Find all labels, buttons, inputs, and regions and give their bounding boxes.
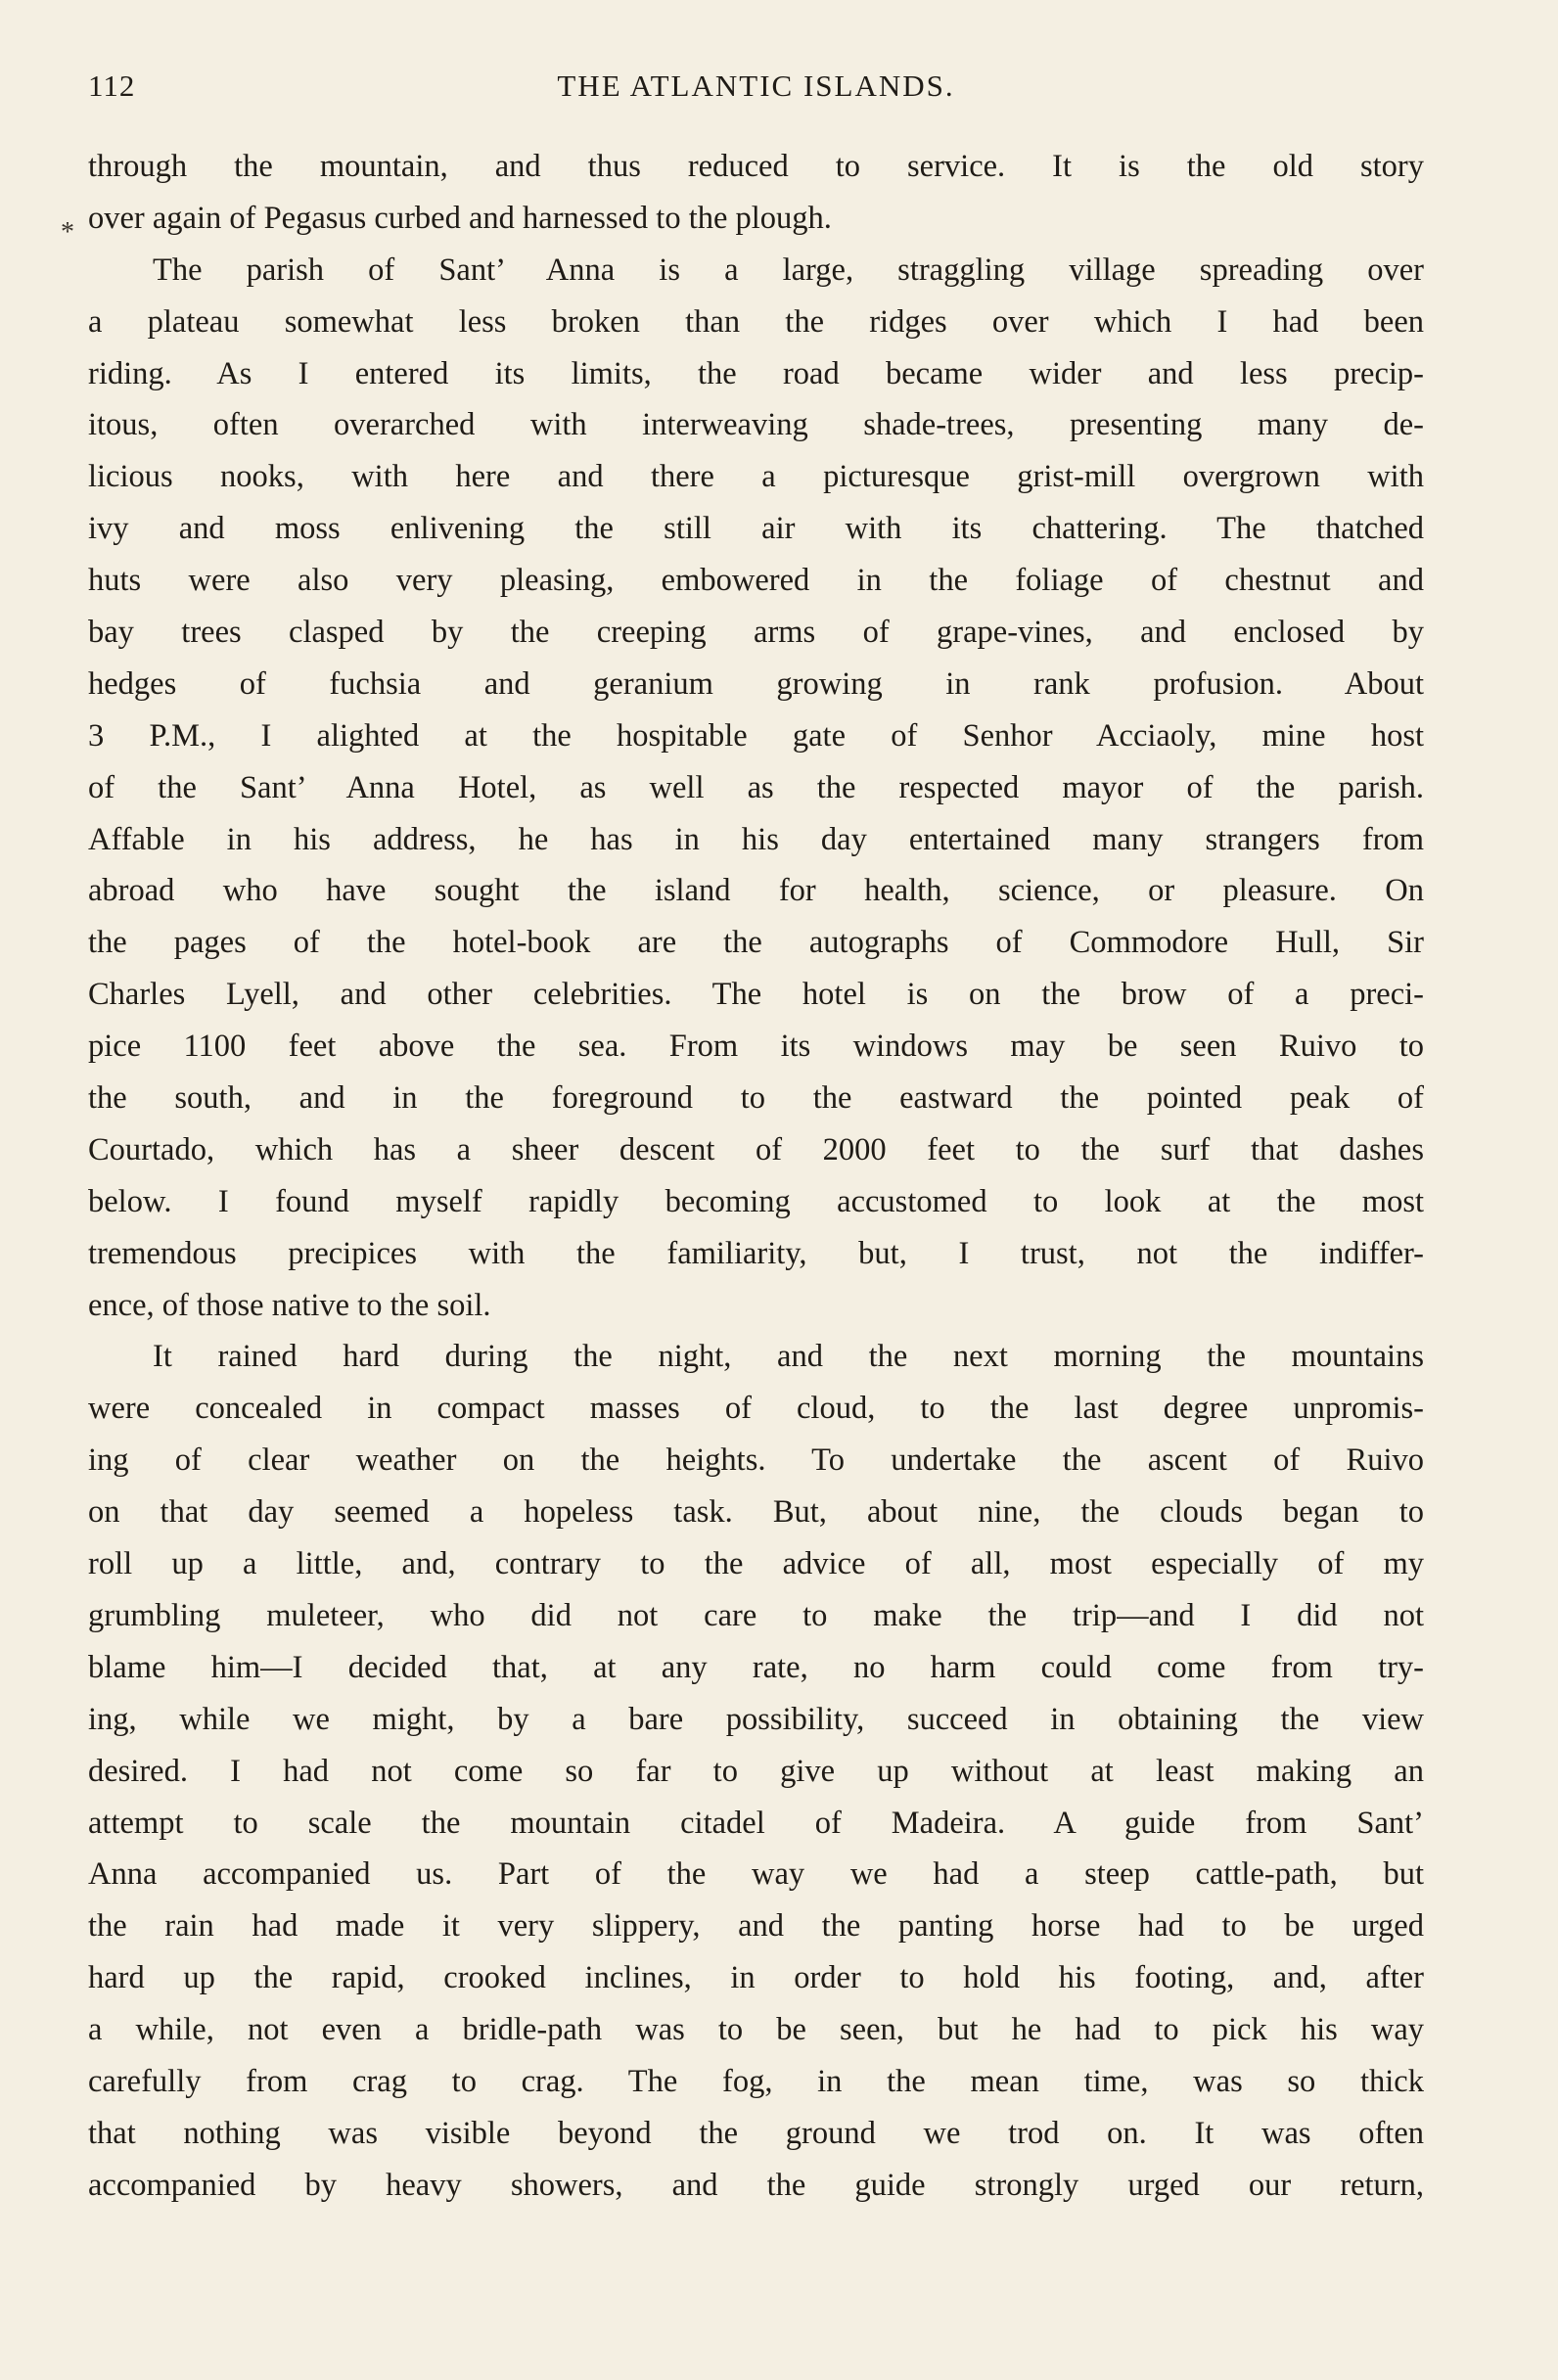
text-line: abroad who have sought the island for health, science, or pleasure. On	[88, 873, 1424, 909]
text-line: pice 1100 feet above the sea. From its windows may be seen Ruivo to	[88, 1029, 1424, 1065]
body-text	[88, 141, 1424, 2212]
text-line: Affable in his address, he has in his day entertained many strangers from	[88, 821, 1424, 857]
text-line: bay trees clasped by the creeping arms of grape-vines, and enclosed by	[88, 615, 1424, 651]
text-line: ivy and moss enlivening the still air with its chattering. The thatched	[88, 511, 1424, 547]
text-line: a plateau somewhat less broken than the ridges over which I had been	[88, 303, 1424, 340]
text-line: the south, and in the foreground to the eastward the pointed peak of	[88, 1080, 1424, 1117]
text-line: desired. I had not come so far to give up without at least making an	[88, 1753, 1424, 1789]
text-line: the pages of the hotel-book are the autographs of Commodore Hull, Sir	[88, 925, 1424, 961]
text-line: Courtado, which has a sheer descent of 2000 feet to the surf that dashes	[88, 1131, 1424, 1167]
text-line: over again of Pegasus curbed and harnessed to the plough.	[88, 200, 832, 236]
text-line: Charles Lyell, and other celebrities. The hotel is on the brow of a preci-	[88, 977, 1424, 1013]
text-line: itous, often overarched with interweaving shade-trees, presenting many de-	[88, 407, 1424, 443]
text-line: on that day seemed a hopeless task. But, about nine, the clouds began to	[88, 1494, 1424, 1531]
text-line: tremendous precipices with the familiarity, but, I trust, not the indiffer-	[88, 1235, 1424, 1271]
text-line: hedges of fuchsia and geranium growing in rank profusion. About	[88, 665, 1424, 702]
margin-asterisk-mark: *	[61, 217, 74, 248]
text-line: below. I found myself rapidly becoming accustomed to look at the most	[88, 1183, 1424, 1219]
text-line: Anna accompanied us. Part of the way we had a steep cattle-path, but	[88, 1856, 1424, 1893]
text-line: were concealed in compact masses of cloud, to the last degree unpromis-	[88, 1391, 1424, 1427]
text-line: attempt to scale the mountain citadel of Madeira. A guide from Sant’	[88, 1805, 1424, 1841]
text-line: a while, not even a bridle-path was to be seen, but he had to pick his way	[88, 2012, 1424, 2048]
text-line: hard up the rapid, crooked inclines, in order to hold his footing, and, after	[88, 1960, 1424, 1996]
text-line: It rained hard during the night, and the next morning the mountains	[153, 1339, 1424, 1375]
text-line: licious nooks, with here and there a picturesque grist-mill overgrown with	[88, 459, 1424, 495]
text-line: blame him—I decided that, at any rate, no harm could come from try-	[88, 1649, 1424, 1685]
text-line: of the Sant’ Anna Hotel, as well as the respected mayor of the parish.	[88, 769, 1424, 805]
book-page	[88, 69, 1424, 2212]
text-line: huts were also very pleasing, embowered in the foliage of chestnut and	[88, 563, 1424, 599]
text-line: ence, of those native to the soil.	[88, 1287, 491, 1323]
text-line: ing, while we might, by a bare possibility, succeed in obtaining the view	[88, 1701, 1424, 1737]
text-line: carefully from crag to crag. The fog, in the mean time, was so thick	[88, 2063, 1424, 2099]
text-line: ing of clear weather on the heights. To undertake the ascent of Ruivo	[88, 1442, 1424, 1479]
page-number: 112	[88, 69, 136, 103]
text-line: 3 P.M., I alighted at the hospitable gate of Senhor Acciaoly, mine host	[88, 717, 1424, 754]
text-line: roll up a little, and, contrary to the advice of all, most especially of my	[88, 1546, 1424, 1582]
text-line: that nothing was visible beyond the ground we trod on. It was often	[88, 2115, 1424, 2151]
text-line: riding. As I entered its limits, the road became wider and less precip-	[88, 355, 1424, 391]
text-line: grumbling muleteer, who did not care to make the trip—and I did not	[88, 1597, 1424, 1633]
text-line: The parish of Sant’ Anna is a large, straggling village spreading over	[153, 252, 1424, 288]
text-line: the rain had made it very slippery, and the panting horse had to be urged	[88, 1908, 1424, 1945]
text-line: accompanied by heavy showers, and the guide strongly urged our return,	[88, 2167, 1424, 2203]
running-head	[88, 69, 1424, 119]
running-title: THE ATLANTIC ISLANDS.	[557, 69, 955, 103]
text-line: through the mountain, and thus reduced to service. It is the old story	[88, 149, 1424, 184]
